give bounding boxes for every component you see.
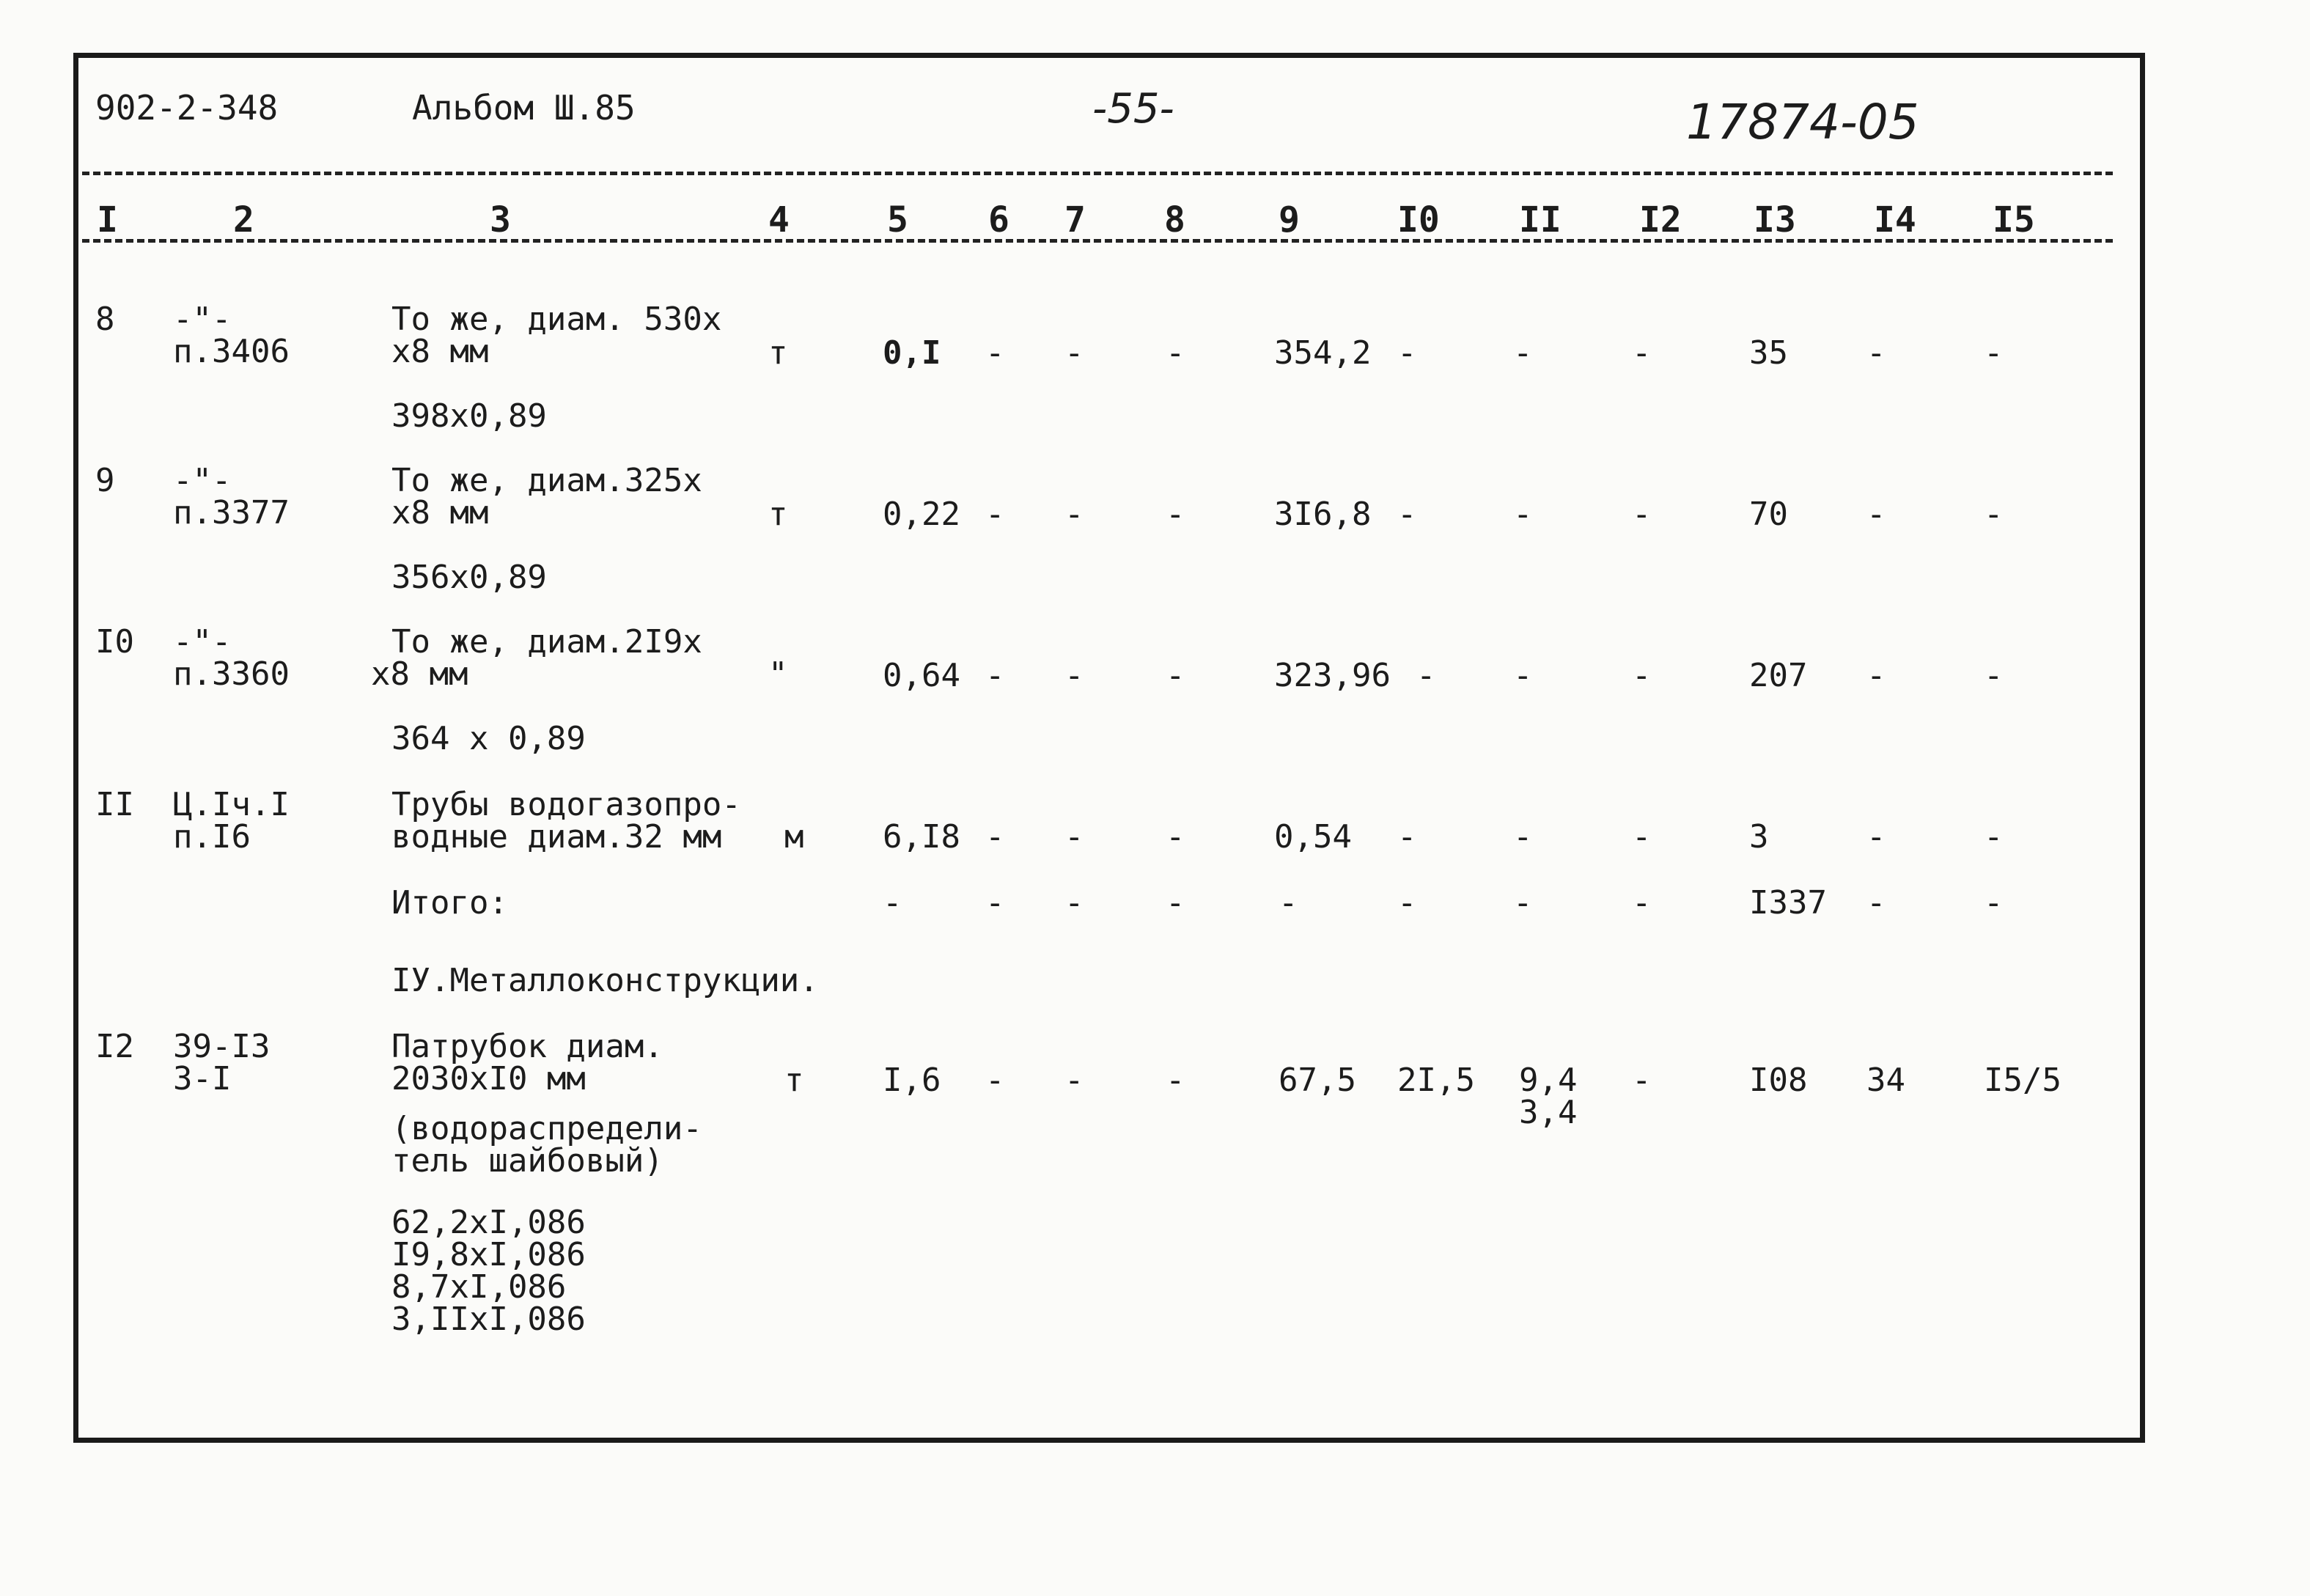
calc-line: 8,7хI,086 (391, 1268, 567, 1306)
cell-col8: - (1166, 818, 1185, 856)
row-code (173, 462, 290, 532)
cell-col9: 3I6,8 (1274, 496, 1372, 533)
cell-col9: 0,54 (1274, 818, 1352, 856)
section-title: IУ.Металлоконструкции. (391, 962, 819, 999)
header-divider (82, 172, 2113, 175)
cell-col13: 207 (1749, 657, 1808, 694)
code-line: -"- (173, 462, 232, 499)
desc-line: х8 мм (391, 333, 489, 370)
desc-line: (водораспредели- (391, 1110, 702, 1147)
row-description (371, 623, 702, 693)
code-line: п.3406 (173, 333, 290, 370)
cell-col5: 0,22 (883, 496, 960, 533)
cell-col15: - (1984, 657, 2004, 694)
col-num: I2 (1639, 199, 1682, 240)
row-code (173, 623, 290, 693)
row-note: 398х0,89 (391, 397, 547, 435)
row-note: 356х0,89 (391, 559, 547, 596)
cell-col5: 6,I8 (883, 818, 960, 856)
cell-col10: - (1416, 657, 1436, 694)
unit: " (768, 655, 788, 693)
unit: т (768, 496, 788, 533)
cell-col11: - (1513, 334, 1533, 372)
total-label: Итого: (391, 884, 508, 922)
col-num: 9 (1279, 199, 1300, 240)
cell-col15: - (1984, 334, 2004, 372)
row-number: 9 (95, 462, 115, 499)
code-line: -"- (173, 301, 232, 338)
row-note: 364 х 0,89 (391, 720, 586, 757)
col-num: 6 (988, 199, 1009, 240)
row-number: I0 (95, 623, 134, 661)
cell-col10: 2I,5 (1397, 1062, 1475, 1099)
cell-col7: - (1064, 884, 1084, 922)
cell-col9: 323,96 (1274, 657, 1391, 694)
cell-col8: - (1166, 334, 1185, 372)
col-num: I3 (1754, 199, 1796, 240)
cell-col14: - (1866, 818, 1886, 856)
cell-col12: - (1632, 884, 1652, 922)
cell-col9: 354,2 (1274, 334, 1372, 372)
cell-col6: - (985, 818, 1005, 856)
unit: т (768, 334, 788, 372)
desc-line: х8 мм (391, 494, 489, 532)
stamp-number: 17874-05 (1686, 94, 1919, 150)
desc-line: То же, диам.2I9х (391, 623, 702, 661)
row-number: II (95, 786, 134, 823)
cell-col12: - (1632, 496, 1652, 533)
cell-col14: - (1866, 334, 1886, 372)
desc-line: водные диам.32 мм (391, 818, 722, 856)
cell-col15: - (1984, 496, 2004, 533)
cell-col11: - (1513, 657, 1533, 694)
cell-col5: 0,64 (883, 657, 960, 694)
row-number: I2 (95, 1028, 134, 1065)
cell-col8: - (1166, 496, 1185, 533)
desc-line: 2030хI0 мм (391, 1060, 586, 1097)
row-code (173, 786, 290, 856)
cell-col7: - (1064, 1062, 1084, 1099)
column-header-underline (82, 239, 2113, 243)
row-description (391, 301, 722, 370)
code-line: п.3377 (173, 494, 290, 532)
cell-col7: - (1064, 657, 1084, 694)
cell-col5: - (883, 884, 902, 922)
cell-col5: I,6 (883, 1062, 941, 1099)
cell-col10: - (1397, 334, 1417, 372)
desc-line: тель шайбовый) (391, 1142, 663, 1180)
cell-col14: 34 (1866, 1062, 1905, 1099)
cell-col8: - (1166, 657, 1185, 694)
cell-col9: 67,5 (1279, 1062, 1356, 1099)
code-line: п.I6 (173, 818, 251, 856)
row-code (173, 301, 290, 370)
col-num: I (97, 199, 118, 240)
calc-line: 3,IIхI,086 (391, 1301, 586, 1338)
col-num: I4 (1874, 199, 1916, 240)
calc-line: 62,2хI,086 (391, 1204, 586, 1241)
cell-col13: I337 (1749, 884, 1827, 922)
cell-col6: - (985, 1062, 1005, 1099)
desc-line: То же, диам.325х (391, 462, 702, 499)
cell-col12: - (1632, 818, 1652, 856)
cell-col7: - (1064, 334, 1084, 372)
cell-col10: - (1397, 496, 1417, 533)
page-frame (73, 53, 2145, 1443)
cell-col6: - (985, 657, 1005, 694)
value-line: 3,4 (1519, 1094, 1578, 1131)
unit: м (784, 818, 804, 856)
desc-line: Трубы водогазопро- (391, 786, 741, 823)
page-number: -55- (1092, 85, 1174, 133)
col-num: 4 (768, 199, 790, 240)
row-description-extra (391, 1110, 702, 1180)
cell-col6: - (985, 334, 1005, 372)
calc-lines (391, 1204, 586, 1338)
code-line: п.3360 (173, 655, 290, 693)
cell-col11: - (1513, 496, 1533, 533)
cell-col13: 3 (1749, 818, 1769, 856)
cell-col13: I08 (1749, 1062, 1808, 1099)
row-description (391, 786, 741, 856)
cell-col6: - (985, 496, 1005, 533)
col-num: II (1519, 199, 1562, 240)
row-number: 8 (95, 301, 115, 338)
cell-col7: - (1064, 496, 1084, 533)
unit: т (784, 1062, 804, 1099)
cell-col14: - (1866, 884, 1886, 922)
desc-line: Патрубок диам. (391, 1028, 663, 1065)
cell-col10: - (1397, 818, 1417, 856)
cell-col14: - (1866, 657, 1886, 694)
cell-col7: - (1064, 818, 1084, 856)
cell-col11: - (1513, 884, 1533, 922)
cell-col10: - (1397, 884, 1417, 922)
col-num: 2 (233, 199, 254, 240)
desc-line: То же, диам. 530х (391, 301, 722, 338)
cell-col11 (1519, 1064, 1577, 1129)
row-description (391, 462, 702, 532)
doc-code: 902-2-348 (95, 88, 279, 128)
cell-col14: - (1866, 496, 1886, 533)
code-line: Ц.Iч.I (173, 786, 290, 823)
code-line: 39-I3 (173, 1028, 271, 1065)
cell-col5: 0,I (883, 334, 941, 372)
col-num: I0 (1397, 199, 1440, 240)
desc-line: х8 мм (371, 655, 468, 693)
cell-col8: - (1166, 1062, 1185, 1099)
cell-col12: - (1632, 1062, 1652, 1099)
cell-col13: 70 (1749, 496, 1788, 533)
code-line: -"- (173, 623, 232, 661)
cell-col15: I5/5 (1984, 1062, 2061, 1099)
cell-col9: - (1279, 884, 1298, 922)
cell-col6: - (985, 884, 1005, 922)
col-num: 8 (1164, 199, 1185, 240)
code-line: 3-I (173, 1060, 232, 1097)
cell-col15: - (1984, 884, 2004, 922)
cell-col11: - (1513, 818, 1533, 856)
cell-col8: - (1166, 884, 1185, 922)
cell-col12: - (1632, 334, 1652, 372)
value-line: 9,4 (1519, 1062, 1578, 1099)
row-description (391, 1028, 663, 1097)
calc-line: I9,8хI,086 (391, 1236, 586, 1273)
col-num: 7 (1064, 199, 1086, 240)
col-num: 3 (490, 199, 511, 240)
album-label: Альбом Ш.85 (412, 88, 636, 128)
col-num: 5 (887, 199, 908, 240)
cell-col12: - (1632, 657, 1652, 694)
cell-col13: 35 (1749, 334, 1788, 372)
col-num: I5 (1993, 199, 2035, 240)
cell-col15: - (1984, 818, 2004, 856)
row-code (173, 1028, 271, 1097)
